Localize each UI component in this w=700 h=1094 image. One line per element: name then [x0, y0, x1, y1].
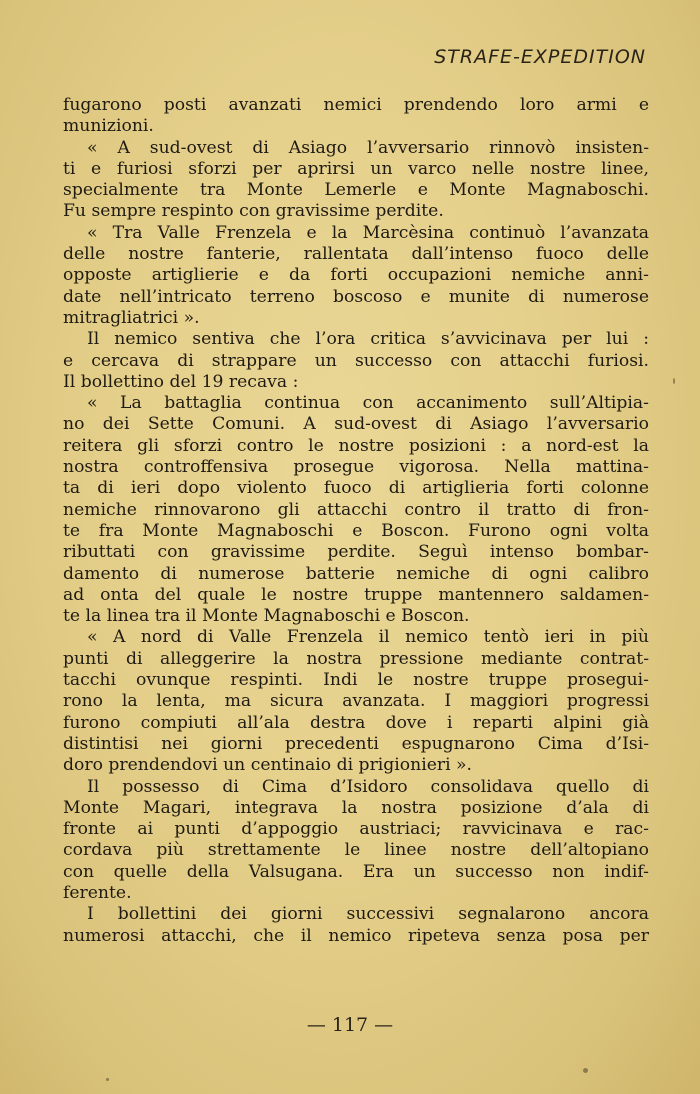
text-line: con quelle della Valsugana. Era un successo non indif-: [63, 861, 649, 882]
text-line: « La battaglia continua con accanimento sull’Altipia-: [87, 393, 649, 414]
text-line: Monte Magari, integrava la nostra posizione d’ala di: [63, 797, 649, 818]
body-text: [63, 95, 649, 947]
text-line: rono la lenta, ma sicura avanzata. I maggiori progressi: [63, 691, 649, 712]
text-line: mitragliatrici ».: [63, 307, 200, 328]
text-line: ti e furiosi sforzi per aprirsi un varco nelle nostre linee,: [63, 158, 649, 179]
text-line: Fu sempre respinto con gravissime perdite.: [63, 201, 444, 222]
text-line: numerosi attacchi, che il nemico ripeteva senza posa per: [63, 925, 649, 946]
text-line: fugarono posti avanzati nemici prendendo loro armi e: [63, 95, 649, 115]
text-line: nostra controffensiva prosegue vigorosa. Nella mattina-: [63, 457, 649, 478]
text-line: te fra Monte Magnaboschi e Boscon. Furono ogni volta: [63, 520, 649, 541]
text-line: nemiche rinnovarono gli attacchi contro il tratto di fron-: [63, 499, 649, 520]
text-line: reitera gli sforzi contro le nostre posizioni : a nord-est la: [63, 435, 649, 456]
text-line: doro prendendovi un centinaio di prigionieri ».: [63, 755, 473, 776]
text-line: distintisi nei giorni precedenti espugnarono Cima d’Isi-: [63, 733, 649, 754]
text-line: cordava più strettamente le linee nostre dell’altopiano: [63, 840, 649, 861]
text-line: no dei Sette Comuni. A sud-ovest di Asiago l’avversario: [63, 414, 649, 435]
text-line: ferente.: [63, 882, 132, 903]
text-line: opposte artiglierie e da forti occupazioni nemiche anni-: [63, 265, 649, 286]
text-line: delle nostre fanterie, rallentata dall’intenso fuoco delle: [63, 244, 649, 265]
text-line: « Tra Valle Frenzela e la Marcèsina continuò l’avanzata: [87, 222, 649, 243]
text-line: fronte ai punti d’appoggio austriaci; ravvicinava e rac-: [63, 819, 649, 840]
paper-speck: [583, 1068, 588, 1073]
paper-speck: [673, 378, 675, 384]
page-number: — 117 —: [306, 1014, 394, 1036]
text-line: ad onta del quale le nostre truppe mantennero saldamen-: [63, 584, 649, 605]
text-line: munizioni.: [63, 116, 154, 137]
text-line: I bollettini dei giorni successivi segnalarono ancora: [87, 904, 649, 925]
text-line: Il possesso di Cima d’Isidoro consolidava quello di: [87, 776, 649, 797]
text-line: furono compiuti all’ala destra dove i reparti alpini già: [63, 712, 649, 733]
text-line: date nell’intricato terreno boscoso e munite di numerose: [63, 286, 649, 307]
text-line: ta di ieri dopo violento fuoco di artiglieria forti colonne: [63, 478, 649, 499]
paper-speck: [106, 1078, 109, 1081]
text-line: tacchi ovunque respinti. Indi le nostre truppe prosegui-: [63, 670, 649, 691]
text-line: Il nemico sentiva che l’ora critica s’avvicinava per lui :: [87, 329, 649, 350]
text-line: ributtati con gravissime perdite. Seguì intenso bombar-: [63, 542, 649, 563]
text-line: te la linea tra il Monte Magnaboschi e Boscon.: [63, 606, 470, 627]
text-line: « A sud-ovest di Asiago l’avversario rinnovò insisten-: [87, 137, 649, 158]
text-line: e cercava di strappare un successo con attacchi furiosi.: [63, 350, 649, 371]
running-header: STRAFE-EXPEDITION: [434, 46, 646, 68]
text-line: « A nord di Valle Frenzela il nemico tentò ieri in più: [87, 627, 649, 648]
text-line: specialmente tra Monte Lemerle e Monte Magnaboschi.: [63, 180, 649, 201]
text-line: punti di alleggerire la nostra pressione mediante contrat-: [63, 648, 649, 669]
text-line: damento di numerose batterie nemiche di ogni calibro: [63, 563, 649, 584]
text-line: Il bollettino del 19 recava :: [63, 371, 299, 392]
